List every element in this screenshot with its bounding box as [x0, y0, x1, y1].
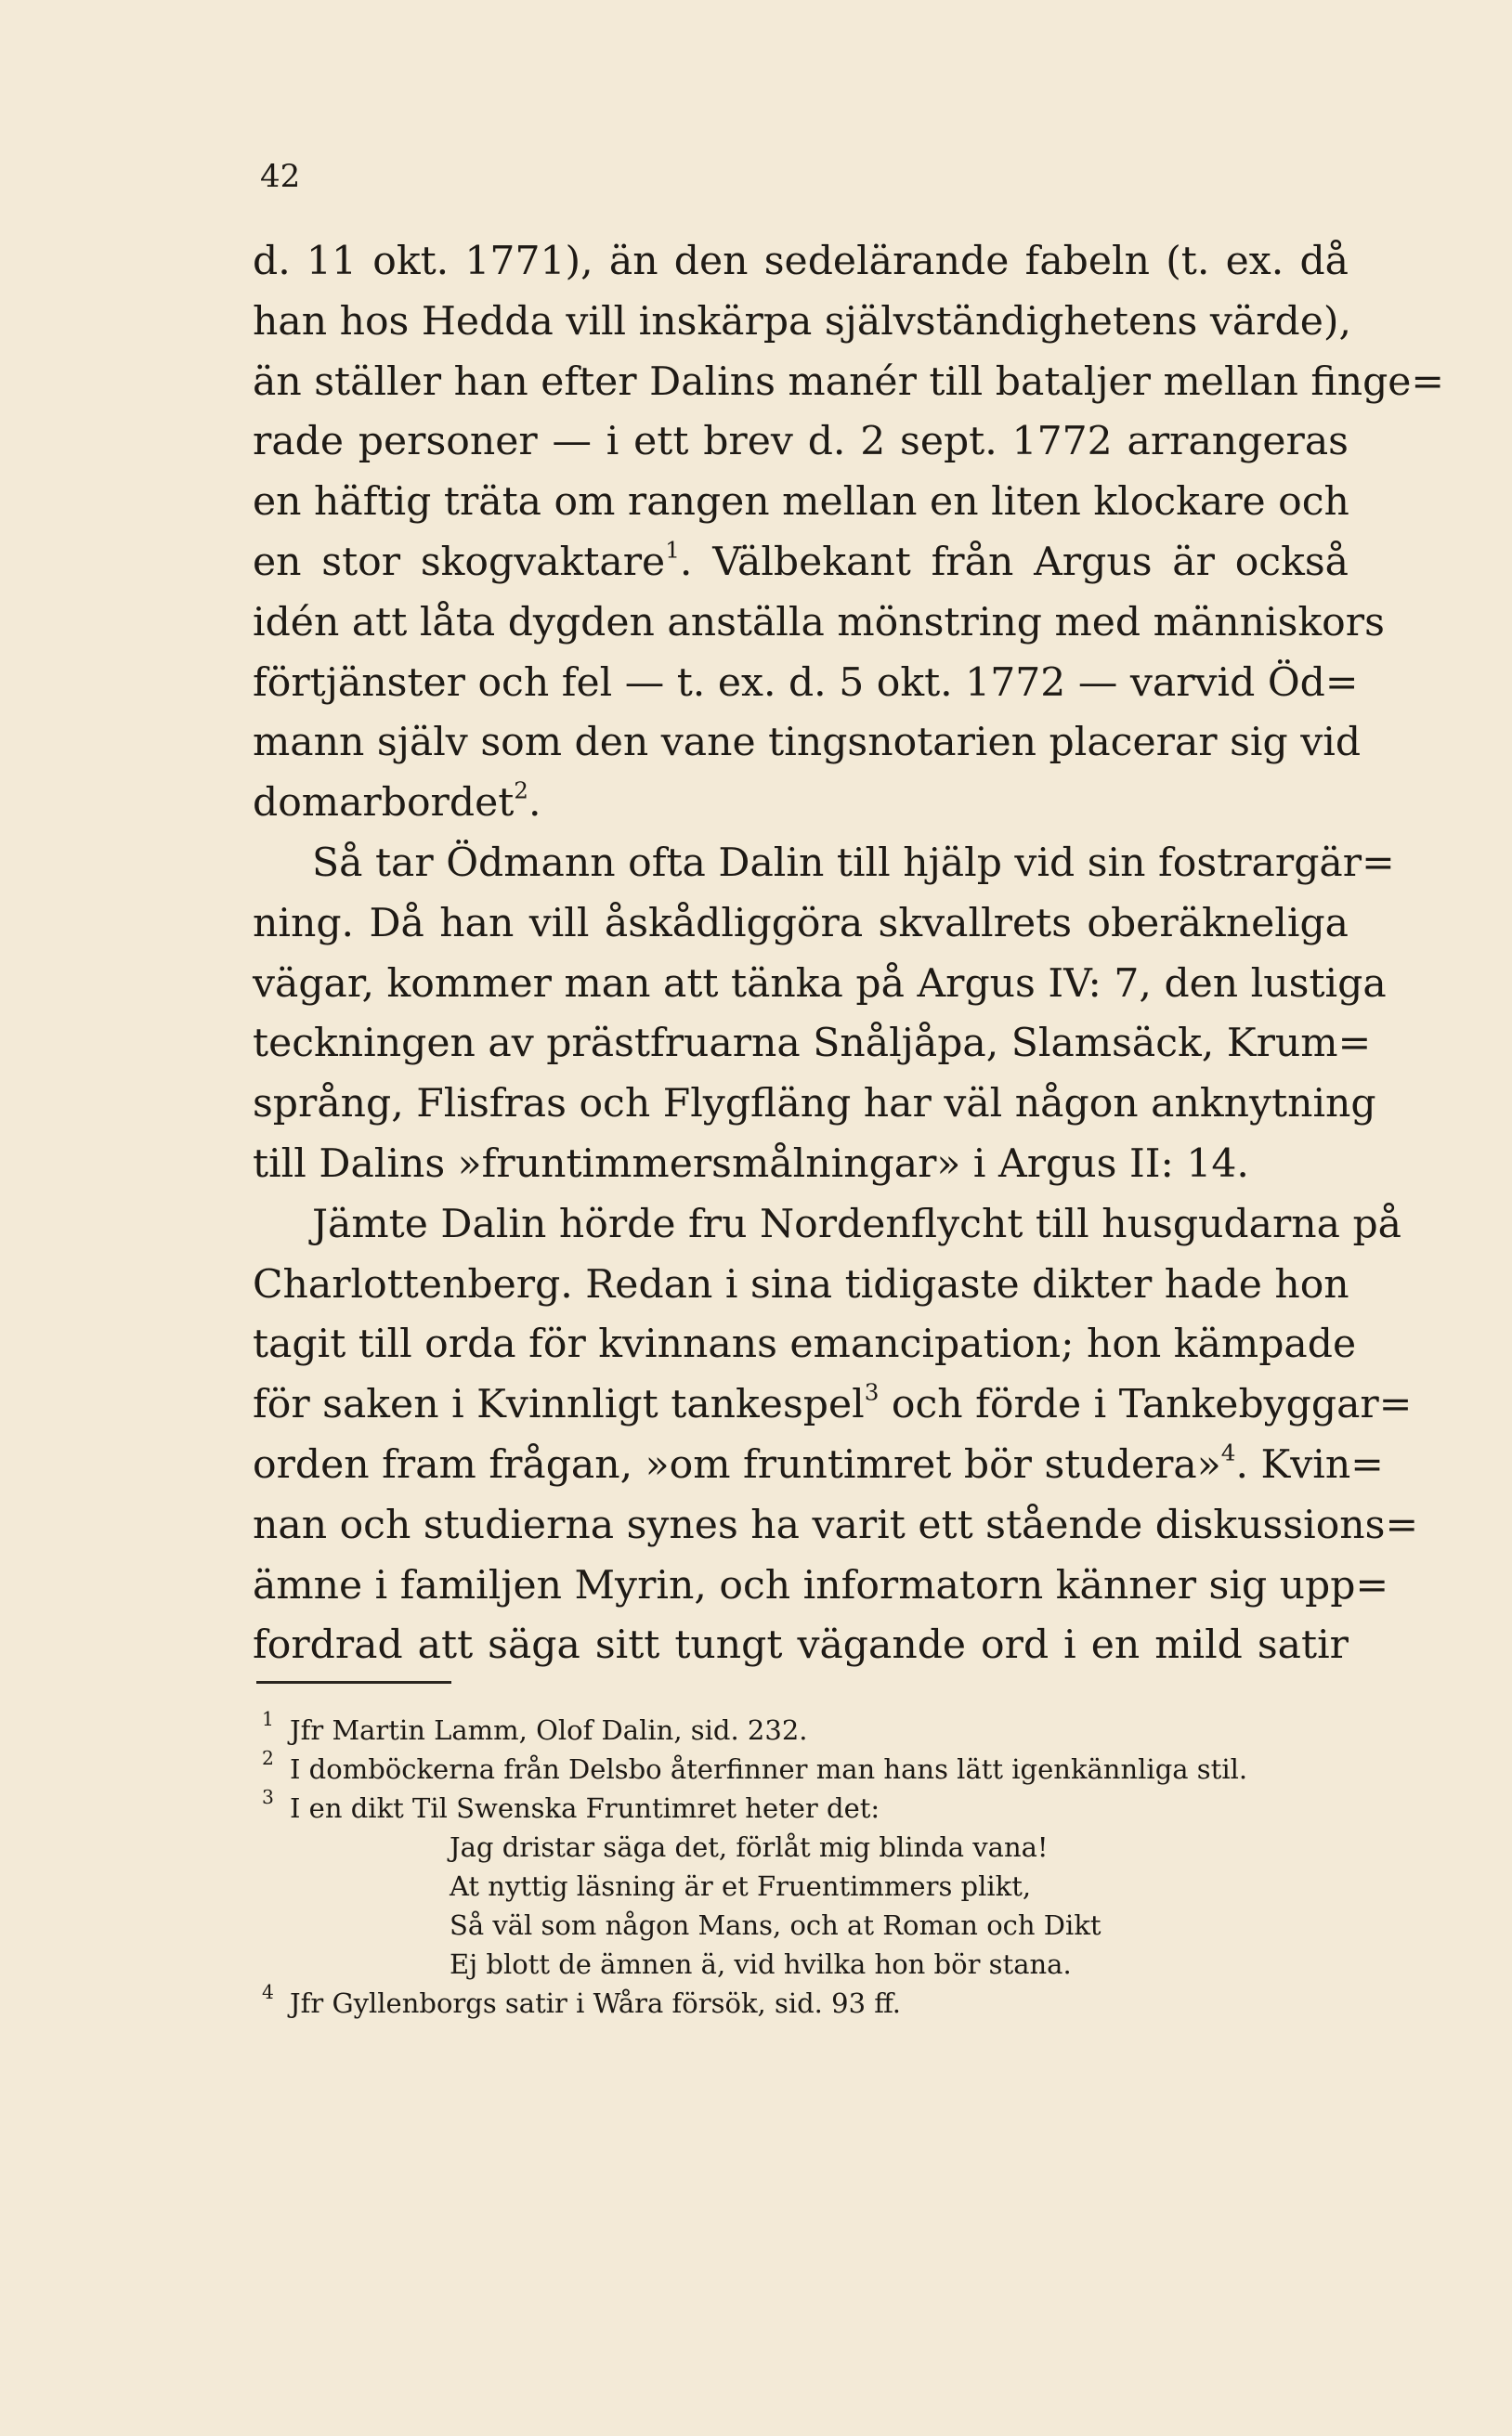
footnote-ref[interactable]: 1 — [665, 536, 680, 564]
footnote-number-text: 3 — [262, 1785, 274, 1808]
footnote-ref[interactable]: 2 — [514, 776, 528, 804]
line-text: . — [528, 780, 541, 827]
line-text: . Välbekant från Argus är också — [679, 539, 1349, 585]
text-line — [253, 955, 1387, 1015]
poem-line: Ej blott de ämnen ä, vid hvilka hon bör stana. — [450, 1948, 1072, 1980]
text-line — [253, 1436, 1384, 1496]
line-text: för saken i Kvinnligt tankespel — [253, 1382, 865, 1428]
body-text — [253, 232, 1445, 1676]
text-line — [253, 1557, 1389, 1617]
line-text: och förde i Tankebyggar= — [879, 1382, 1413, 1428]
line-text: än ställer han efter Dalins manér till bataljer mellan finge= — [253, 358, 1445, 405]
text-line — [253, 412, 1349, 473]
footnote-number — [262, 1980, 290, 2023]
footnote-number-text: 1 — [262, 1707, 274, 1730]
line-text: ämne i familjen Myrin, och informatorn känner sig upp= — [253, 1562, 1389, 1609]
text-line — [253, 232, 1349, 293]
footnote-number — [262, 1746, 290, 1789]
text-line — [253, 1496, 1419, 1557]
line-text: idén att låta dygden anställa mönstring med människors — [253, 599, 1385, 645]
footnote — [262, 1980, 1341, 2023]
line-text: d. 11 okt. 1771), än den sedelärande fabeln (t. ex. då — [253, 239, 1349, 284]
line-text: domarbordet — [253, 780, 515, 827]
line-text: tagit till orda för kvinnans emancipation; hon kämpade — [253, 1322, 1357, 1368]
text-line — [253, 593, 1385, 654]
text-line — [253, 1014, 1372, 1075]
line-text: Så tar Ödmann ofta Dalin till hjälp vid sin fostrargär= — [312, 840, 1395, 886]
line-text: Charlottenberg. Redan i sina tidigaste dikter hade hon — [253, 1261, 1349, 1308]
line-text: språng, Flisfras och Flygfläng har väl någon anknytning — [253, 1081, 1376, 1127]
line-text: förtjänster och fel — t. ex. d. 5 okt. 1772 — varvid Öd= — [253, 659, 1359, 706]
text-line — [253, 834, 1395, 894]
text-line — [253, 353, 1445, 413]
line-text: han hos Hedda vill inskärpa självständighetens värde), — [253, 298, 1351, 345]
line-text: fordrad att säga sitt tungt vägande ord i en mild satir — [253, 1622, 1349, 1669]
text-line — [253, 533, 1349, 593]
line-text: till Dalins »fruntimmersmålningar» i Argus II: 14. — [253, 1140, 1249, 1187]
page-number: 42 — [260, 158, 301, 195]
poem-line: Jag dristar säga det, förlåt mig blinda vana! — [450, 1831, 1049, 1863]
poem-line: At nyttig läsning är et Fruentimmers plikt, — [450, 1870, 1032, 1902]
text-line — [253, 1375, 1413, 1436]
text-line — [253, 774, 1349, 834]
footnote-rule — [256, 1681, 451, 1684]
text-line — [253, 894, 1349, 955]
line-text: teckningen av prästfruarna Snåljåpa, Slamsäck, Krum= — [253, 1021, 1372, 1067]
footnote — [262, 1785, 1341, 1828]
text-line — [253, 654, 1359, 714]
line-text: mann själv som den vane tingsnotarien placerar sig vid — [253, 720, 1362, 766]
footnote-text: Jfr Martin Lamm, Olof Dalin, sid. 232. — [290, 1714, 808, 1746]
footnote-number — [262, 1785, 290, 1828]
text-line — [253, 1616, 1349, 1676]
footnote-number-text: 4 — [262, 1980, 274, 2003]
text-line — [253, 473, 1349, 533]
footnote — [262, 1746, 1341, 1789]
text-line — [253, 1075, 1376, 1135]
text-line — [253, 1315, 1357, 1375]
line-text: orden fram frågan, »om fruntimret bör studera» — [253, 1441, 1221, 1488]
text-line — [253, 293, 1349, 353]
footnotes — [262, 1707, 1341, 2023]
text-line — [253, 1256, 1349, 1316]
line-text: en stor skogvaktare — [253, 539, 666, 585]
footnote-ref[interactable]: 3 — [864, 1378, 880, 1406]
footnote-number-text: 2 — [262, 1746, 274, 1769]
footnote — [262, 1707, 1341, 1750]
line-text: en häftig träta om rangen mellan en liten klockare och — [253, 479, 1349, 526]
line-text: ning. Då han vill åskådliggöra skvallrets oberäkneliga — [253, 900, 1349, 946]
line-text: . Kvin= — [1235, 1441, 1384, 1488]
footnote-text: I en dikt Til Swenska Fruntimret heter det: — [290, 1792, 880, 1824]
footnote-ref[interactable]: 4 — [1220, 1439, 1236, 1466]
line-text: nan och studierna synes ha varit ett stående diskussions= — [253, 1502, 1419, 1548]
footnote-text: Jfr Gyllenborgs satir i Wåra försök, sid. 93 ff. — [290, 1987, 902, 2019]
text-line — [253, 713, 1362, 774]
text-line — [253, 1195, 1402, 1256]
footnote-text: I domböckerna från Delsbo återfinner man hans lätt igenkännliga stil. — [290, 1753, 1248, 1785]
line-text: vägar, kommer man att tänka på Argus IV: 7, den lustiga — [253, 960, 1387, 1007]
line-text: rade personer — i ett brev d. 2 sept. 1772 arrangeras — [253, 419, 1349, 465]
poem-line: Så väl som någon Mans, och at Roman och Dikt — [450, 1909, 1101, 1941]
text-line — [253, 1135, 1349, 1195]
line-text: Jämte Dalin hörde fru Nordenflycht till husgudarna på — [312, 1201, 1402, 1247]
footnote-number — [262, 1707, 290, 1750]
